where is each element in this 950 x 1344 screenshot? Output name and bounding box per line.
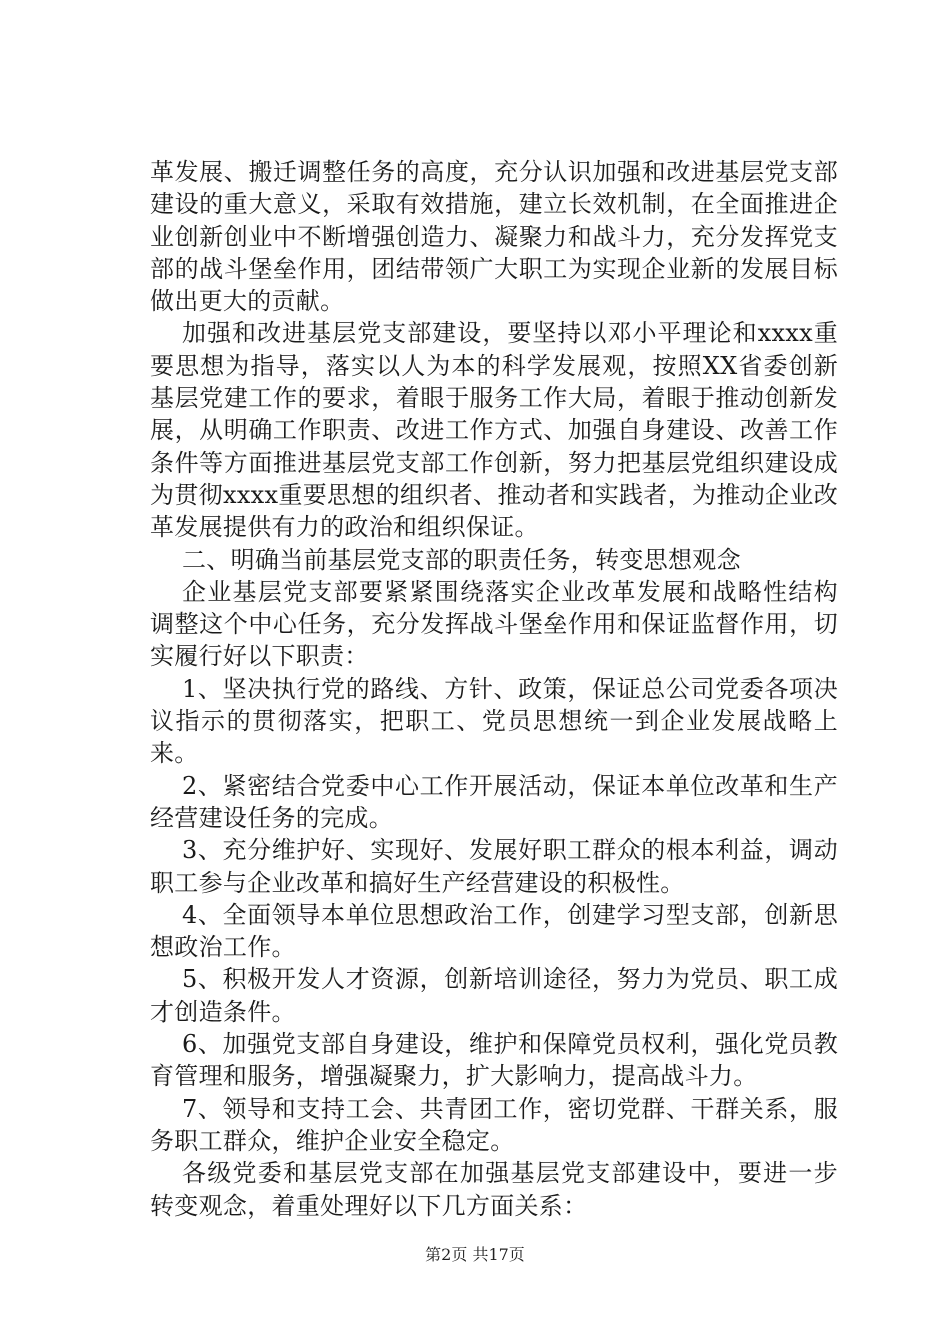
paragraph: 加强和改进基层党支部建设，要坚持以邓小平理论和xxxx重要思想为指导，落实以人为本的科学发展观，按照XX省委创新基层党建工作的要求，着眼于服务工作大局，着眼于推动创新发展，从明确工作职责、改进工作方式、加强自身建设、改善工作条件等方面推进基层党支部工作创新，努力把基层党组织建设成为贯彻xxxx重要思想的组织者、推动者和实践者，为推动企业改革发展提供有力的政治和组织保证。 (150, 319, 838, 542)
list-item: 1、坚决执行党的路线、方针、政策，保证总公司党委各项决议指示的贯彻落实，把职工、党员思想统一到企业发展战略上来。 (150, 674, 838, 768)
section-heading: 二、明确当前基层党支部的职责任务，转变思想观念 (182, 545, 741, 574)
paragraph: 企业基层党支部要紧紧围绕落实企业改革发展和战略性结构调整这个中心任务，充分发挥战斗堡垒作用和保证监督作用，切实履行好以下职责： (150, 577, 838, 671)
list-item: 6、加强党支部自身建设，维护和保障党员权利，强化党员教育管理和服务，增强凝聚力，扩大影响力，提高战斗力。 (150, 1030, 838, 1091)
page-number: 第2页 共17页 (425, 1245, 525, 1264)
list-item: 3、充分维护好、实现好、发展好职工群众的根本利益，调动职工参与企业改革和搞好生产经营建设的积极性。 (150, 836, 838, 897)
list-item: 5、积极开发人才资源，创新培训途径，努力为党员、职工成才创造条件。 (150, 965, 838, 1026)
list-item: 2、紧密结合党委中心工作开展活动，保证本单位改革和生产经营建设任务的完成。 (150, 771, 838, 832)
list-item: 4、全面领导本单位思想政治工作，创建学习型支部，创新思想政治工作。 (150, 900, 838, 962)
list-item: 7、领导和支持工会、共青团工作，密切党群、干群关系，服务职工群众，维护企业安全稳定。 (150, 1094, 838, 1155)
paragraph-continuation: 革发展、搬迁调整任务的高度，充分认识加强和改进基层党支部建设的重大意义，采取有效措施，建立长效机制，在全面推进企业创新创业中不断增强创造力、凝聚力和战斗力，充分发挥党支部的战斗堡垒作用，团结带领广大职工为实现企业新的发展目标做出更大的贡献。 (150, 158, 838, 316)
paragraph: 各级党委和基层党支部在加强基层党支部建设中，要进一步转变观念，着重处理好以下几方面关系： (150, 1159, 838, 1220)
document-body (150, 156, 838, 1222)
